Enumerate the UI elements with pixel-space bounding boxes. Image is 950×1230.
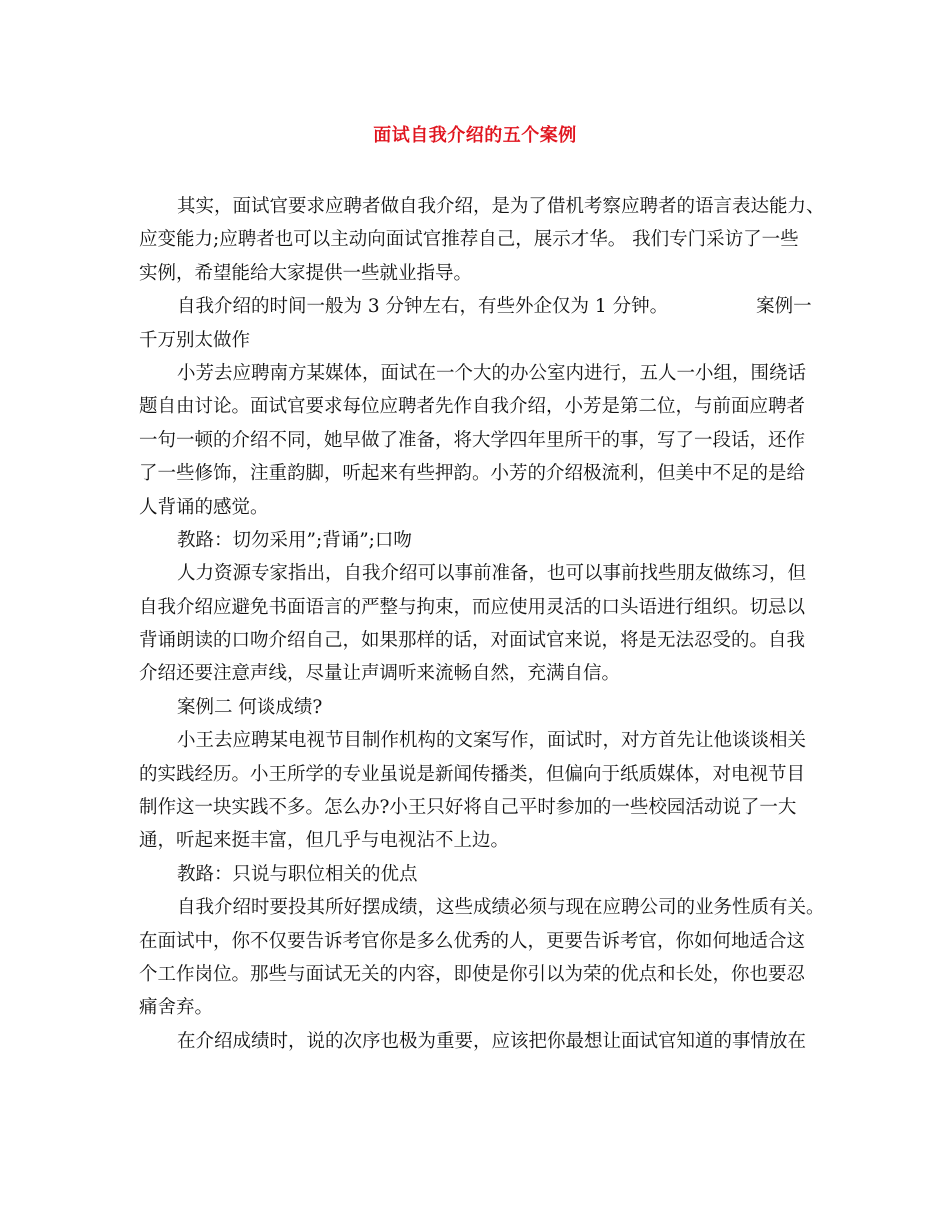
paragraph-line: 小王去应聘某电视节目制作机构的文案写作，面试时，对方首先让他谈谈相关 <box>177 730 807 752</box>
case-heading: 千万别太做作 <box>139 329 251 351</box>
paragraph-line: 通，听起来挺丰富，但几乎与电视沾不上边。 <box>139 830 510 852</box>
paragraph-line: 的实践经历。小王所学的专业虽说是新闻传播类，但偏向于纸质媒体，对电视节目 <box>139 763 806 785</box>
paragraph-line: 自我介绍应避免书面语言的严整与拘束，而应使用灵活的口头语进行组织。切忌以 <box>139 596 806 618</box>
paragraph-line: 一句一顿的介绍不同，她早做了准备，将大学四年里所干的事，写了一段话，还作 <box>139 429 806 451</box>
document-body <box>139 190 839 1058</box>
paragraph-line: 背诵朗读的口吻介绍自己，如果那样的话，对面试官来说，将是无法忍受的。自我 <box>139 630 806 652</box>
paragraph-line: 自我介绍时要投其所好摆成绩，这些成绩必须与现在应聘公司的业务性质有关。 <box>177 897 825 919</box>
paragraph-line: 制作这一块实践不多。怎么办?小王只好将自己平时参加的一些校园活动说了一大 <box>139 797 797 819</box>
page-title: 面试自我介绍的五个案例 <box>373 125 577 146</box>
paragraph-line: 痛舍弃。 <box>139 997 214 1019</box>
paragraph-line: 其实，面试官要求应聘者做自我介绍，是为了借机考察应聘者的语言表达能力、 <box>177 196 825 217</box>
paragraph-line: 介绍还要注意声线，尽量让声调听来流畅自然，充满自信。 <box>139 663 621 685</box>
paragraph-line: 在面试中，你不仅要告诉考官你是多么优秀的人，更要告诉考官，你如何地适合这 <box>139 930 806 952</box>
case-heading: 案例一 <box>756 296 812 318</box>
paragraph-line: 小芳去应聘南方某媒体，面试在一个大的办公室内进行，五人一小组，围绕话 <box>177 362 807 384</box>
lesson-heading: 教路：切勿采用”;背诵”;口吻 <box>177 529 412 551</box>
paragraph-line: 人力资源专家指出，自我介绍可以事前准备，也可以事前找些朋友做练习，但 <box>177 563 807 585</box>
paragraph-line: 实例，希望能给大家提供一些就业指导。 <box>139 262 473 284</box>
paragraph-line: 题自由讨论。面试官要求每位应聘者先作自我介绍，小芳是第二位，与前面应聘者 <box>139 396 806 418</box>
lesson-heading: 教路：只说与职位相关的优点 <box>177 863 418 885</box>
case-heading: 案例二 何谈成绩? <box>177 696 323 718</box>
paragraph-line: 在介绍成绩时，说的次序也极为重要，应该把你最想让面试官知道的事情放在 <box>177 1030 807 1052</box>
paragraph-line: 应变能力;应聘者也可以主动向面试官推荐自己，展示才华。 我们专门采访了一些 <box>139 229 799 251</box>
paragraph-line: 了一些修饰，注重韵脚，听起来有些押韵。小芳的介绍极流利，但美中不足的是给 <box>139 463 806 485</box>
paragraph-line: 个工作岗位。那些与面试无关的内容，即使是你引以为荣的优点和长处，你也要忍 <box>139 963 806 985</box>
paragraph-line: 人背诵的感觉。 <box>139 496 269 518</box>
paragraph-text: 自我介绍的时间一般为 3 分钟左右，有些外企仅为 1 分钟。 <box>177 296 669 318</box>
paragraph-line <box>139 290 839 323</box>
